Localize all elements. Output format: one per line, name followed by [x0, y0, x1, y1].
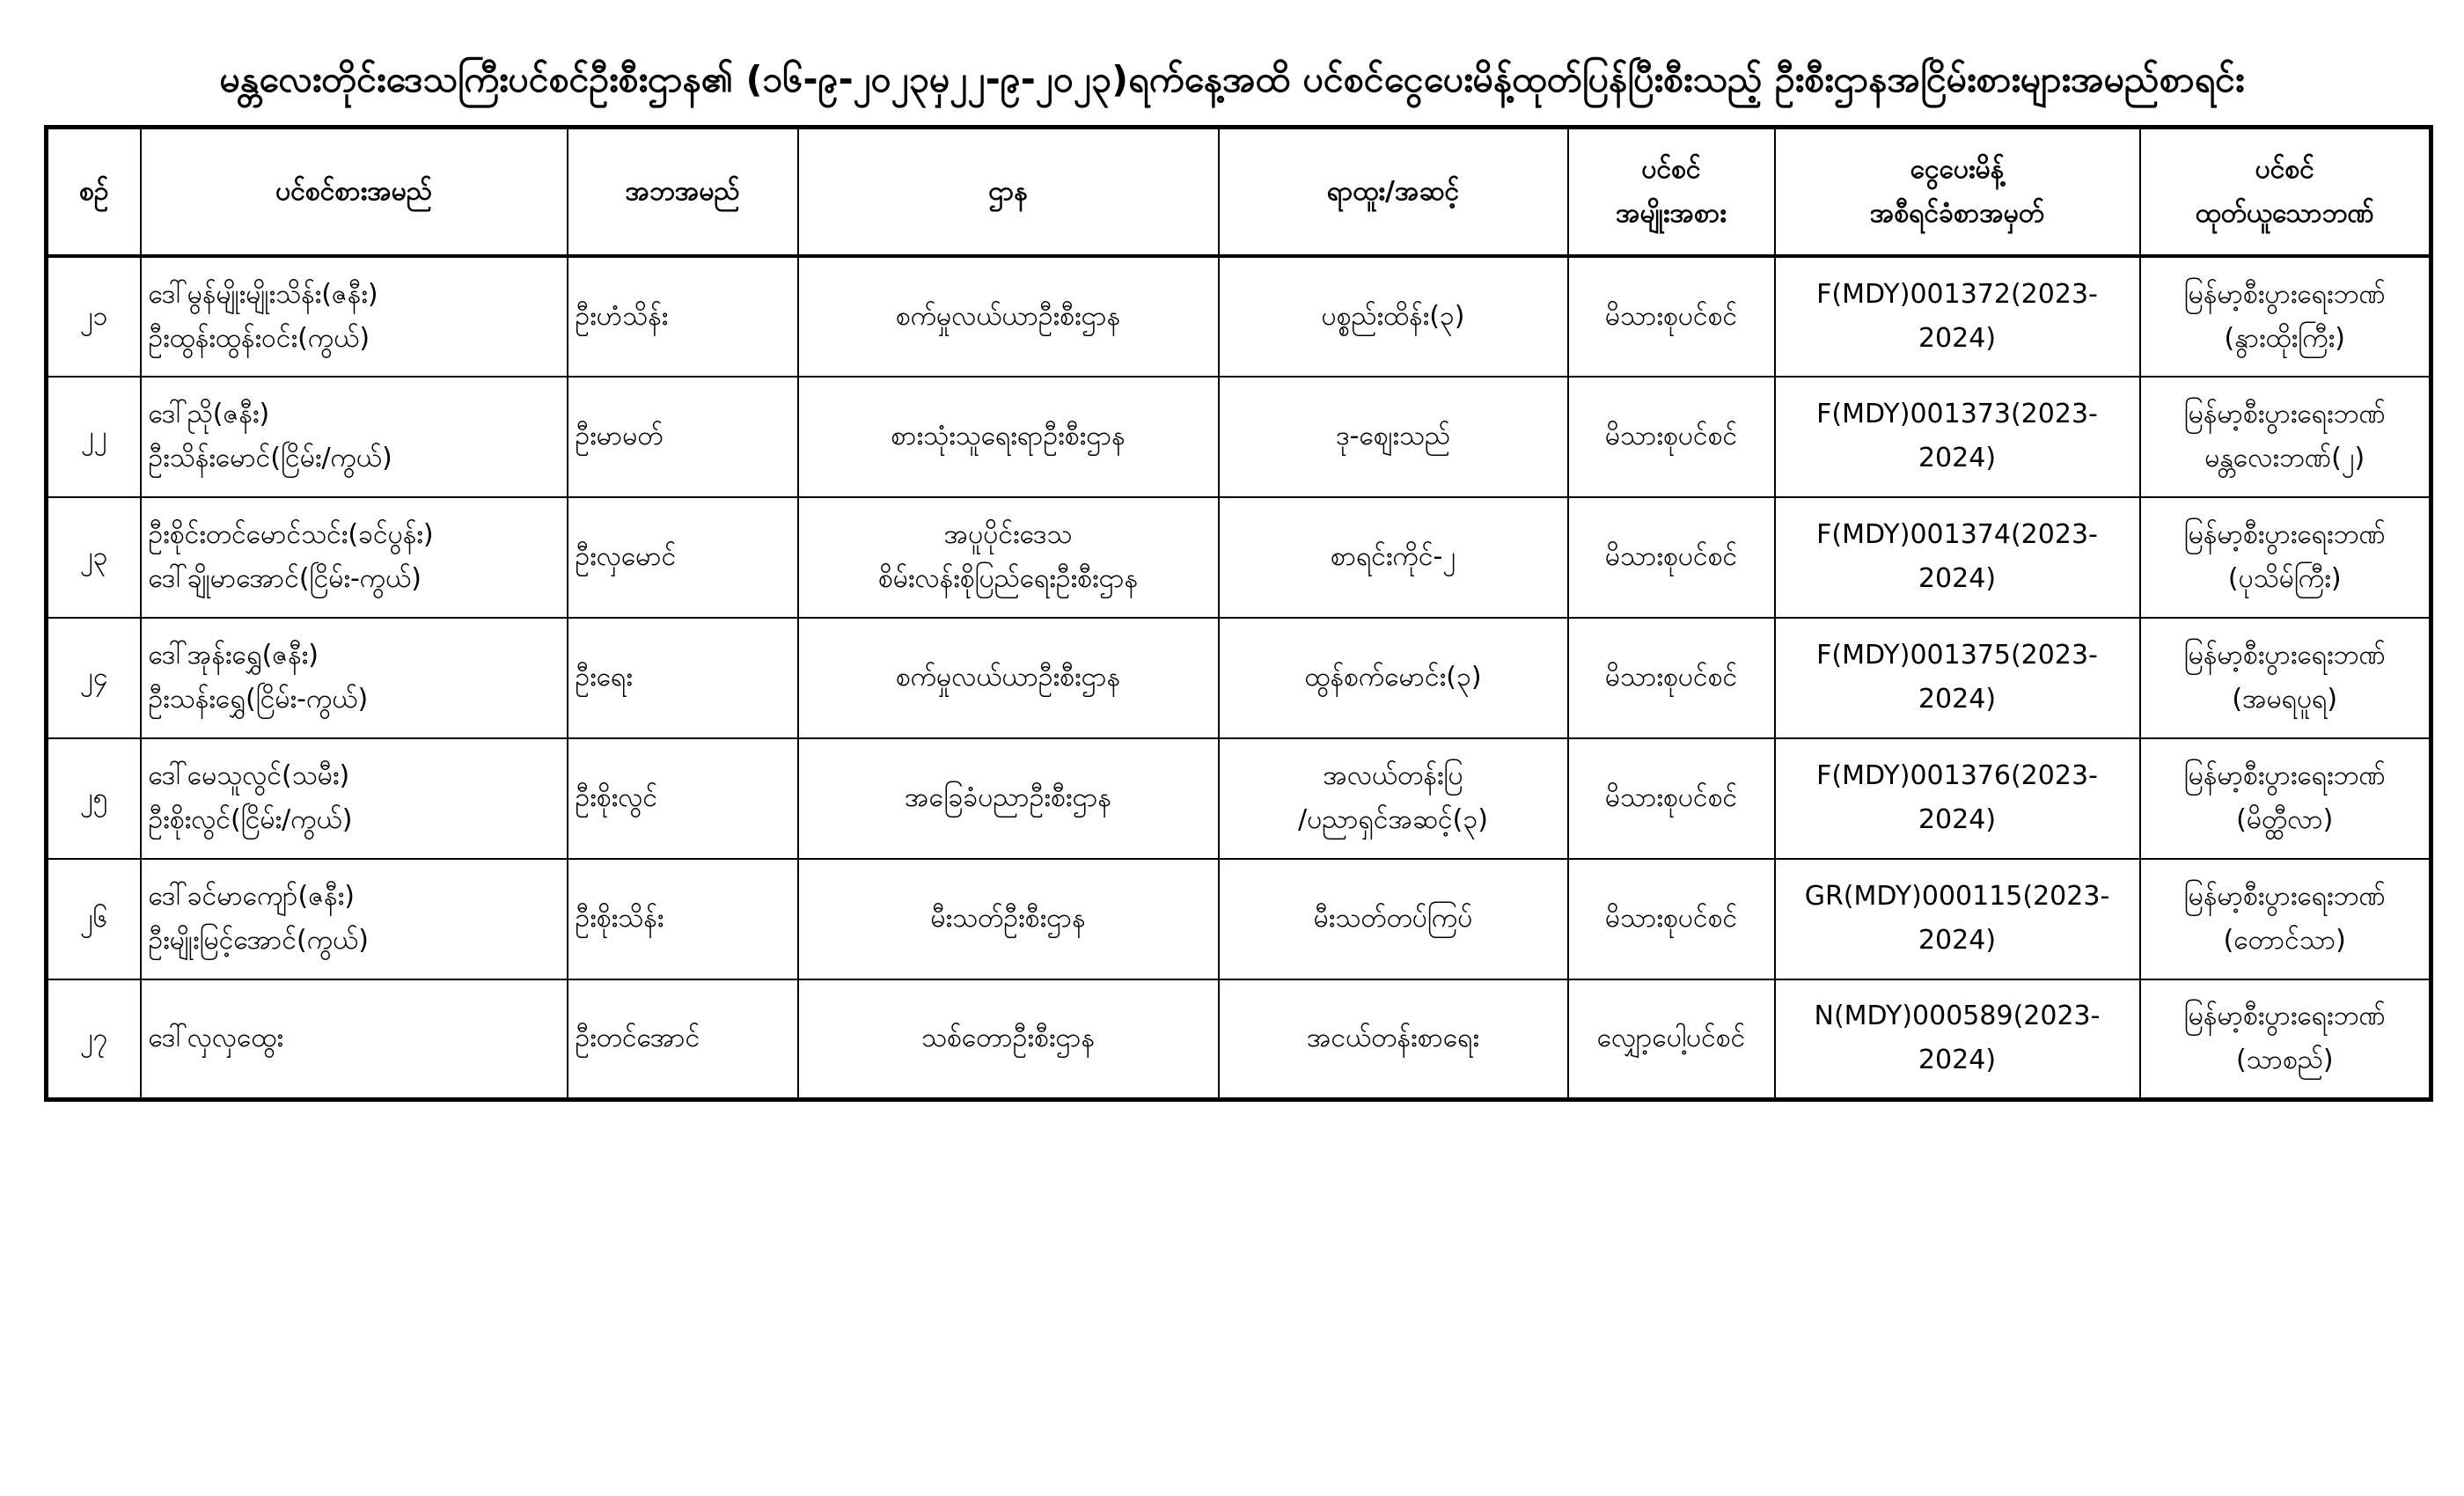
bank: မြန်မာ့စီးပွားရေးဘဏ် (နွားထိုးကြီး) [2140, 256, 2431, 377]
department: မီးသတ်ဦးစီးဌာန [798, 859, 1219, 979]
pension-type: မိသားစုပင်စင် [1568, 738, 1775, 859]
father-name: ဦးလှမောင် [568, 497, 798, 618]
pension-table-container [44, 125, 2429, 1102]
father-name: ဦးစိုးသိန်း [568, 859, 798, 979]
table-row [47, 497, 2431, 618]
table-row [47, 256, 2431, 377]
father-name: ဦးတင်အောင် [568, 979, 798, 1100]
payment-order-number: F(MDY)001373(2023-2024) [1775, 377, 2140, 497]
pensioner-name: ဒေါ်ညို(ဇနီး) ဦးသိန်းမောင်(ငြိမ်း/ကွယ်) [141, 377, 568, 497]
pension-type: မိသားစုပင်စင် [1568, 256, 1775, 377]
department: သစ်တောဦးစီးဌာန [798, 979, 1219, 1100]
bank: မြန်မာ့စီးပွားရေးဘဏ် (ပုသိမ်ကြီး) [2140, 497, 2431, 618]
department: စားသုံးသူရေးရာဦးစီးဌာန [798, 377, 1219, 497]
pension-type: မိသားစုပင်စင် [1568, 497, 1775, 618]
row-number: ၂၅ [47, 738, 141, 859]
payment-order-number: GR(MDY)000115(2023-2024) [1775, 859, 2140, 979]
pensioner-name: ဒေါ်ခင်မာကျော်(ဇနီး) ဦးမျိုးမြင့်အောင်(ကွယ်) [141, 859, 568, 979]
rank: ထွန်စက်မောင်း(၃) [1219, 618, 1568, 738]
table-row [47, 377, 2431, 497]
rank: ဒု-စျေးသည် [1219, 377, 1568, 497]
table-row [47, 738, 2431, 859]
pension-table [44, 125, 2433, 1102]
department: အခြေခံပညာဦးစီးဌာန [798, 738, 1219, 859]
payment-order-number: F(MDY)001375(2023-2024) [1775, 618, 2140, 738]
department: စက်မှုလယ်ယာဦးစီးဌာန [798, 618, 1219, 738]
department: စက်မှုလယ်ယာဦးစီးဌာန [798, 256, 1219, 377]
bank: မြန်မာ့စီးပွားရေးဘဏ် (တောင်သာ) [2140, 859, 2431, 979]
table-row [47, 618, 2431, 738]
header-pension-type: ပင်စင် အမျိုးအစား [1568, 128, 1775, 256]
pension-type: လျှော့ပေါ့ပင်စင် [1568, 979, 1775, 1100]
rank: အငယ်တန်းစာရေး [1219, 979, 1568, 1100]
payment-order-number: N(MDY)000589(2023-2024) [1775, 979, 2140, 1100]
row-number: ၂၁ [47, 256, 141, 377]
header-father-name: အဘအမည် [568, 128, 798, 256]
table-row [47, 979, 2431, 1100]
header-payment-order-number: ငွေပေးမိန့် အစီရင်ခံစာအမှတ် [1775, 128, 2140, 256]
pensioner-name: ဒေါ်မွန်မျိုးမျိုးသိန်း(ဇနီး) ဦးထွန်းထွန်းဝင်း(ကွယ်) [141, 256, 568, 377]
department: အပူပိုင်းဒေသ စိမ်းလန်းစိုပြည်ရေးဦးစီးဌာန [798, 497, 1219, 618]
father-name: ဦးဟံသိန်း [568, 256, 798, 377]
pensioner-name: ဦးစိုင်းတင်မောင်သင်း(ခင်ပွန်း) ဒေါ်ချိုမာအောင်(ငြိမ်း-ကွယ်) [141, 497, 568, 618]
payment-order-number: F(MDY)001372(2023-2024) [1775, 256, 2140, 377]
header-pensioner-name: ပင်စင်စားအမည် [141, 128, 568, 256]
pensioner-name: ဒေါ်အုန်းရွှေ(ဇနီး) ဦးသန်းရွှေ(ငြိမ်း-ကွယ်) [141, 618, 568, 738]
header-no: စဉ် [47, 128, 141, 256]
pension-type: မိသားစုပင်စင် [1568, 377, 1775, 497]
pensioner-name: ဒေါ်မေသူလွင်(သမီး) ဦးစိုးလွင်(ငြိမ်း/ကွယ်) [141, 738, 568, 859]
row-number: ၂၃ [47, 497, 141, 618]
payment-order-number: F(MDY)001374(2023-2024) [1775, 497, 2140, 618]
rank: စာရင်းကိုင်-၂ [1219, 497, 1568, 618]
rank: အလယ်တန်းပြ /ပညာရှင်အဆင့်(၃) [1219, 738, 1568, 859]
payment-order-number: F(MDY)001376(2023-2024) [1775, 738, 2140, 859]
table-row [47, 859, 2431, 979]
header-bank: ပင်စင် ထုတ်ယူသောဘဏ် [2140, 128, 2431, 256]
row-number: ၂၇ [47, 979, 141, 1100]
page-title: မန္တလေးတိုင်းဒေသကြီးပင်စင်ဦးစီးဌာန၏ (၁၆-၉-၂၀၂၃မှ၂၂-၉-၂၀၂၃)ရက်နေ့အထိ ပင်စင်ငွေပေးမိန့်ထုတ်ပြန်ပြီးစီးသည့် ဦးစီးဌာနအငြိမ်းစားများအမည်စာရင်း [219, 58, 2245, 100]
pension-type: မိသားစုပင်စင် [1568, 618, 1775, 738]
bank: မြန်မာ့စီးပွားရေးဘဏ် (သာစည်) [2140, 979, 2431, 1100]
row-number: ၂၆ [47, 859, 141, 979]
table-header-row [47, 128, 2431, 256]
pension-type: မိသားစုပင်စင် [1568, 859, 1775, 979]
header-department: ဌာန [798, 128, 1219, 256]
bank: မြန်မာ့စီးပွားရေးဘဏ် (အမရပူရ) [2140, 618, 2431, 738]
father-name: ဦးမာမတ် [568, 377, 798, 497]
father-name: ဦးရေး [568, 618, 798, 738]
rank: မီးသတ်တပ်ကြပ် [1219, 859, 1568, 979]
rank: ပစ္စည်းထိန်း(၃) [1219, 256, 1568, 377]
bank: မြန်မာ့စီးပွားရေးဘဏ် မန္တလေးဘဏ်(၂) [2140, 377, 2431, 497]
bank: မြန်မာ့စီးပွားရေးဘဏ် (မိတ္ထီလာ) [2140, 738, 2431, 859]
pensioner-name: ဒေါ်လှလှထွေး [141, 979, 568, 1100]
row-number: ၂၄ [47, 618, 141, 738]
row-number: ၂၂ [47, 377, 141, 497]
header-rank: ရာထူး/အဆင့် [1219, 128, 1568, 256]
father-name: ဦးစိုးလွင် [568, 738, 798, 859]
